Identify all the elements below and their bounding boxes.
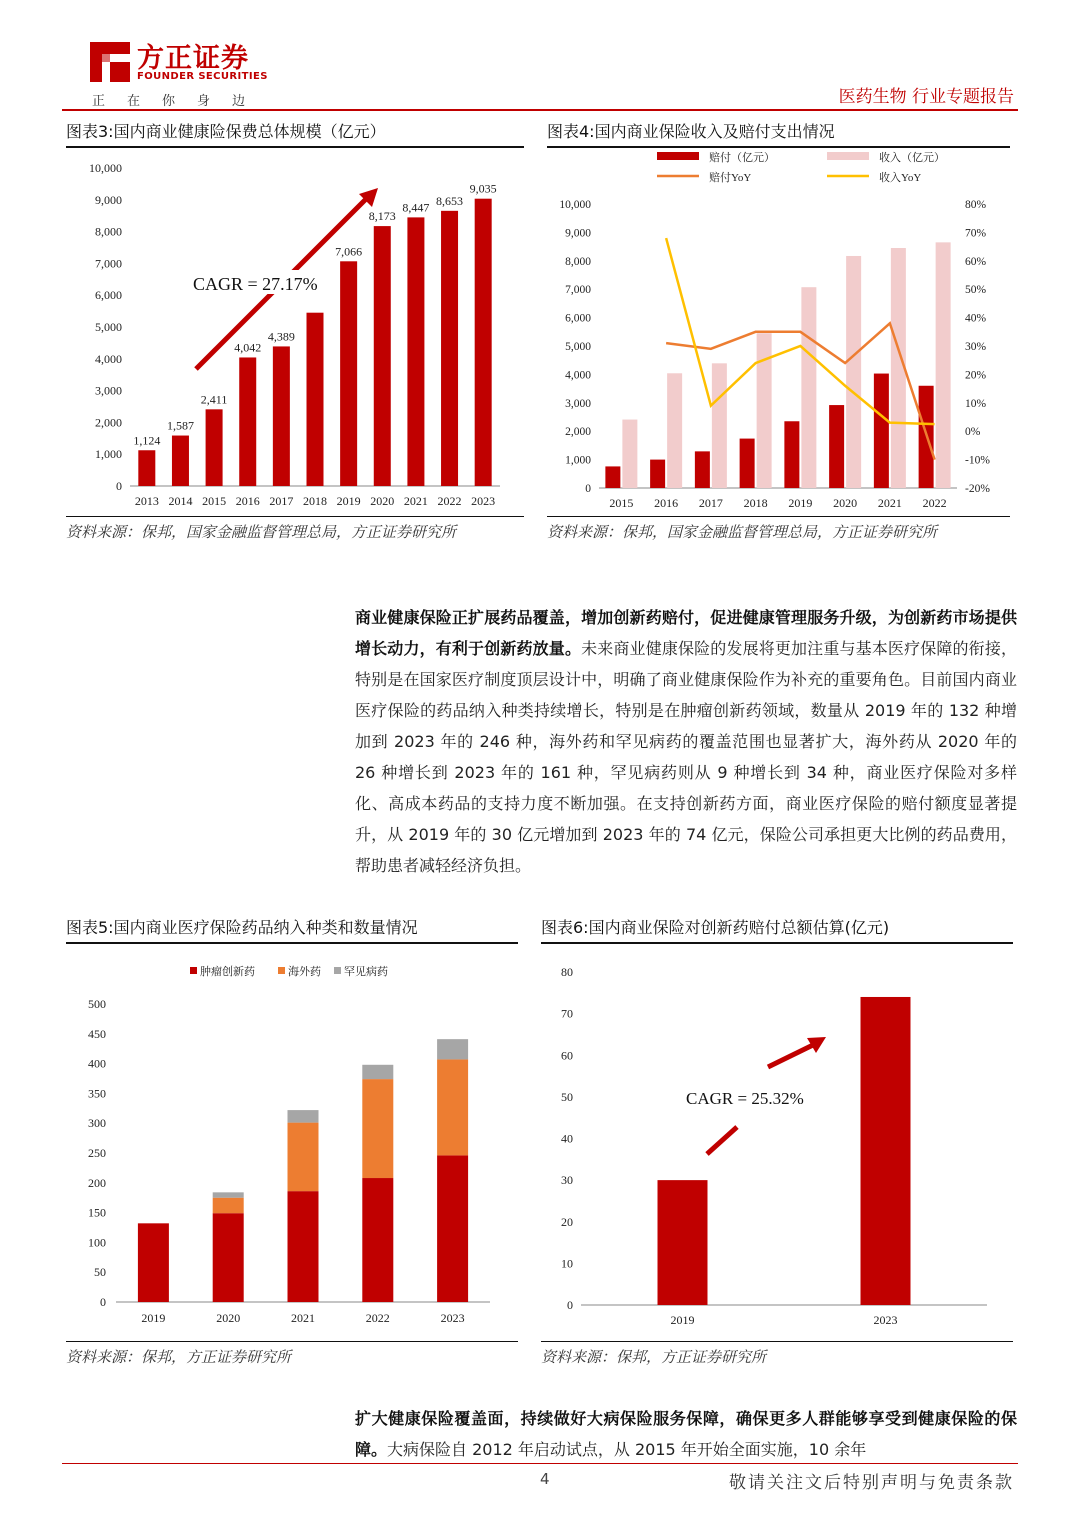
payout-bar bbox=[829, 405, 844, 488]
y-tick-label: 500 bbox=[88, 997, 106, 1011]
figure6-title: 图表6:国内商业保险对创新药赔付总额估算(亿元) bbox=[541, 918, 890, 937]
y-tick-label: 50 bbox=[94, 1265, 106, 1280]
left-y-tick-label: 7,000 bbox=[565, 284, 591, 297]
bar bbox=[475, 199, 492, 486]
payout-bar bbox=[740, 439, 755, 488]
figure5-source: 资料来源：保邦，方正证券研究所 bbox=[66, 1348, 292, 1366]
legend-swatch bbox=[190, 967, 197, 974]
income-bar bbox=[622, 420, 637, 488]
right-y-tick-label: 50% bbox=[965, 284, 987, 297]
y-tick-label: 100 bbox=[88, 1235, 106, 1250]
x-tick-label: 2016 bbox=[235, 494, 260, 508]
bar-data-label: 4,389 bbox=[267, 329, 295, 344]
stacked-bar-segment bbox=[437, 1059, 468, 1155]
income-bar bbox=[936, 242, 951, 488]
y-tick-label: 150 bbox=[88, 1205, 106, 1220]
right-y-tick-label: 20% bbox=[965, 369, 987, 382]
y-tick-label: 450 bbox=[88, 1026, 106, 1041]
x-tick-label: 2020 bbox=[216, 1311, 241, 1325]
stacked-bar-segment bbox=[138, 1223, 169, 1302]
figure5-title: 图表5:国内商业医疗保险药品纳入种类和数量情况 bbox=[66, 918, 418, 937]
y-tick-label: 0 bbox=[116, 479, 122, 493]
y-tick-label: 10,000 bbox=[89, 161, 122, 175]
x-tick-label: 2022 bbox=[437, 494, 462, 508]
y-tick-label: 9,000 bbox=[95, 192, 122, 207]
figure3-source: 资料来源：保邦，国家金融监督管理总局，方正证券研究所 bbox=[66, 523, 457, 541]
left-y-tick-label: 5,000 bbox=[565, 341, 591, 353]
stacked-bar-segment bbox=[213, 1198, 244, 1213]
legend-swatch bbox=[827, 152, 869, 160]
paragraph2-lead: 扩大健康保险覆盖面，持续做好大病保险服务保障，确保更多人群能够享受到健康保险的保障。 bbox=[355, 1409, 1017, 1459]
bar-data-label: 1,587 bbox=[166, 418, 194, 433]
payout-bar bbox=[605, 466, 620, 488]
x-tick-label: 2017 bbox=[698, 496, 723, 510]
x-tick-label: 2017 bbox=[269, 494, 294, 508]
x-tick-label: 2019 bbox=[788, 496, 813, 510]
y-tick-label: 4,000 bbox=[95, 351, 122, 366]
bar bbox=[374, 226, 391, 486]
y-tick-label: 70 bbox=[561, 1006, 573, 1021]
disclaimer-link[interactable]: 敬请关注文后特别声明与免责条款 bbox=[729, 1473, 1014, 1493]
figure5-title-rule bbox=[66, 942, 518, 944]
y-tick-label: 6,000 bbox=[95, 288, 122, 303]
left-y-tick-label: 6,000 bbox=[565, 312, 591, 325]
x-tick-label: 2023 bbox=[873, 1313, 898, 1327]
y-tick-label: 2,000 bbox=[95, 415, 122, 430]
payout-bar bbox=[695, 451, 710, 488]
bar bbox=[658, 1180, 708, 1305]
x-tick-label: 2021 bbox=[403, 494, 428, 508]
income-bar bbox=[757, 333, 772, 488]
right-y-tick-label: -10% bbox=[965, 454, 990, 467]
stacked-bar-segment bbox=[288, 1110, 319, 1123]
right-y-tick-label: 80% bbox=[965, 199, 987, 211]
x-tick-label: 2021 bbox=[877, 496, 902, 510]
figure3-bottom-rule bbox=[66, 516, 524, 517]
stacked-bar-segment bbox=[362, 1065, 393, 1079]
x-tick-label: 2018 bbox=[303, 494, 327, 508]
income-bar bbox=[667, 373, 682, 488]
legend-swatch bbox=[334, 967, 341, 974]
figure3-title-rule bbox=[66, 146, 524, 148]
legend-swatch bbox=[657, 152, 699, 160]
y-tick-label: 50 bbox=[561, 1089, 573, 1104]
page-header bbox=[0, 0, 1080, 112]
x-tick-label: 2014 bbox=[168, 494, 193, 508]
y-tick-label: 5,000 bbox=[95, 320, 122, 334]
x-tick-label: 2018 bbox=[743, 496, 768, 510]
figure4-title-rule bbox=[547, 146, 1010, 148]
bar bbox=[307, 313, 324, 486]
figure5-bottom-rule bbox=[66, 1341, 518, 1342]
legend-label: 罕见病药 bbox=[344, 966, 388, 978]
bar-data-label: 1,124 bbox=[133, 433, 161, 448]
x-tick-label: 2022 bbox=[922, 496, 947, 510]
y-tick-label: 0 bbox=[567, 1298, 573, 1312]
legend-label: 海外药 bbox=[288, 966, 321, 978]
x-tick-label: 2019 bbox=[141, 1311, 166, 1325]
cagr-arrow-line bbox=[768, 1045, 813, 1067]
cagr-arrow-line bbox=[707, 1127, 737, 1154]
y-tick-label: 350 bbox=[88, 1086, 106, 1101]
legend-swatch bbox=[278, 967, 285, 974]
left-y-tick-label: 10,000 bbox=[559, 199, 591, 211]
bar bbox=[861, 997, 911, 1305]
y-tick-label: 300 bbox=[88, 1116, 106, 1131]
y-tick-label: 250 bbox=[88, 1146, 106, 1160]
y-tick-label: 10 bbox=[561, 1256, 573, 1271]
page-number: 4 bbox=[540, 1470, 550, 1488]
x-tick-label: 2015 bbox=[202, 494, 227, 508]
right-y-tick-label: 40% bbox=[965, 312, 987, 325]
left-y-tick-label: 9,000 bbox=[565, 227, 591, 240]
paragraph1-lead: 商业健康保险正扩展药品覆盖，增加创新药赔付，促进健康管理服务升级，为创新药市场提供增长动力，有利于创新药放量。 bbox=[355, 608, 1017, 658]
figure6-chart bbox=[541, 950, 1013, 1340]
right-y-tick-label: 10% bbox=[965, 397, 987, 410]
y-tick-label: 60 bbox=[561, 1048, 573, 1063]
stacked-bar-segment bbox=[288, 1123, 319, 1192]
figure6-source: 资料来源：保邦，方正证券研究所 bbox=[541, 1348, 767, 1366]
body-paragraph-2 bbox=[355, 1403, 1017, 1465]
paragraph1-text: 未来商业健康保险的发展将更加注重与基本医疗保障的衔接，特别是在国家医疗制度顶层设计中，明确了商业健康保险作为补充的重要角色。目前国内商业医疗保险的药品纳入种类持续增长，特别是在肿瘤创新药领域，数量从 2019 年的 132 种增加到 2023 年的 246 种，海外药和罕见病药的覆盖范围也显著扩大，海外药从 2020 年的 26 种增长到 2023 年的 161 种，罕见病药则从 9 种增长到 34 种，商业医疗保险对多样化、高成本药品的支持力度不断加强。在支持创新药方面，商业医疗保险的赔付额度显著提升，从 2019 年的 30 亿元增加到 2023 年的 74 亿元，保险公司承担更大比例的药品费用，帮助患者减轻经济负担。 bbox=[355, 639, 1017, 875]
bar-data-label: 7,066 bbox=[335, 244, 363, 259]
logo-slogan: 正在你身边 bbox=[92, 94, 268, 109]
right-y-tick-label: 60% bbox=[965, 255, 987, 268]
left-y-tick-label: 0 bbox=[585, 483, 591, 495]
left-y-tick-label: 2,000 bbox=[565, 426, 591, 439]
y-tick-label: 30 bbox=[561, 1173, 573, 1188]
figure3-title: 图表3:国内商业健康险保费总体规模（亿元） bbox=[66, 122, 386, 141]
figure5-chart bbox=[66, 950, 518, 1340]
logo-chinese-name: 方正证券 bbox=[137, 43, 249, 74]
legend-label: 肿瘤创新药 bbox=[200, 966, 255, 978]
y-tick-label: 200 bbox=[88, 1175, 106, 1190]
x-tick-label: 2023 bbox=[440, 1311, 465, 1325]
x-tick-label: 2019 bbox=[670, 1313, 695, 1327]
figure4-bottom-rule bbox=[547, 516, 1010, 517]
footer-divider bbox=[62, 1463, 1018, 1464]
header-divider bbox=[62, 109, 1018, 111]
bar bbox=[407, 217, 424, 486]
y-tick-label: 3,000 bbox=[95, 383, 122, 398]
right-y-tick-label: -20% bbox=[965, 483, 990, 495]
legend-label: 赔付YoY bbox=[709, 172, 752, 184]
bar bbox=[206, 409, 223, 486]
bar-data-label: 9,035 bbox=[469, 181, 497, 196]
y-tick-label: 0 bbox=[100, 1295, 106, 1309]
left-y-tick-label: 3,000 bbox=[565, 397, 591, 410]
y-tick-label: 20 bbox=[561, 1214, 573, 1229]
figure4-source: 资料来源：保邦，国家金融监督管理总局，方正证券研究所 bbox=[547, 523, 938, 541]
y-tick-label: 40 bbox=[561, 1131, 573, 1146]
figure4-title: 图表4:国内商业保险收入及赔付支出情况 bbox=[547, 122, 835, 141]
bar bbox=[138, 450, 155, 486]
income-bar bbox=[801, 287, 816, 488]
x-tick-label: 2013 bbox=[134, 494, 159, 508]
stacked-bar-segment bbox=[213, 1192, 244, 1197]
left-y-tick-label: 4,000 bbox=[565, 369, 591, 382]
y-tick-label: 7,000 bbox=[95, 256, 122, 271]
x-tick-label: 2016 bbox=[654, 496, 679, 510]
bar bbox=[273, 346, 290, 486]
body-paragraph-1 bbox=[355, 602, 1017, 881]
y-tick-label: 80 bbox=[561, 965, 573, 979]
left-y-tick-label: 8,000 bbox=[565, 255, 591, 268]
bar bbox=[441, 211, 458, 486]
stacked-bar-segment bbox=[437, 1039, 468, 1059]
x-tick-label: 2015 bbox=[609, 496, 634, 510]
left-y-tick-label: 1,000 bbox=[565, 454, 591, 467]
stacked-bar-segment bbox=[437, 1155, 468, 1302]
income-bar bbox=[846, 256, 861, 488]
stacked-bar-segment bbox=[213, 1213, 244, 1302]
right-y-tick-label: 30% bbox=[965, 341, 987, 353]
bar bbox=[239, 357, 256, 486]
figure6-bottom-rule bbox=[541, 1341, 1013, 1342]
bar-data-label: 2,411 bbox=[200, 392, 228, 407]
x-tick-label: 2023 bbox=[471, 494, 496, 508]
logo-english-name: FOUNDER SECURITIES bbox=[137, 71, 268, 82]
bar-data-label: 8,447 bbox=[402, 200, 430, 215]
bar bbox=[172, 436, 189, 486]
stacked-bar-segment bbox=[362, 1079, 393, 1178]
figure3-chart bbox=[66, 152, 524, 516]
payout-bar bbox=[874, 374, 889, 488]
y-tick-label: 400 bbox=[88, 1056, 106, 1071]
legend-label: 收入YoY bbox=[879, 172, 922, 184]
x-tick-label: 2020 bbox=[833, 496, 858, 510]
stacked-bar-segment bbox=[362, 1178, 393, 1302]
report-type: 医药生物 行业专题报告 bbox=[838, 87, 1014, 107]
figure6-title-rule bbox=[541, 942, 1013, 944]
figure4-chart bbox=[547, 150, 1010, 516]
cagr-annotation: CAGR = 25.32% bbox=[686, 1089, 804, 1108]
bar-data-label: 8,653 bbox=[436, 193, 464, 208]
legend-label: 赔付（亿元） bbox=[709, 152, 775, 164]
x-tick-label: 2020 bbox=[370, 494, 395, 508]
bar bbox=[340, 261, 357, 486]
bar-data-label: 4,042 bbox=[234, 340, 262, 355]
payout-bar bbox=[784, 421, 799, 488]
cagr-annotation: CAGR = 27.17% bbox=[193, 274, 318, 294]
bar-data-label: 8,173 bbox=[368, 209, 396, 224]
founder-logo-icon bbox=[88, 40, 132, 84]
payout-bar bbox=[650, 460, 665, 488]
x-tick-label: 2021 bbox=[291, 1311, 315, 1325]
right-y-tick-label: 0% bbox=[965, 426, 981, 439]
y-tick-label: 8,000 bbox=[95, 224, 122, 239]
paragraph2-text: 大病保险自 2012 年启动试点，从 2015 年开始全面实施，10 余年 bbox=[387, 1440, 867, 1459]
legend-label: 收入（亿元） bbox=[879, 152, 945, 164]
x-tick-label: 2022 bbox=[365, 1311, 390, 1325]
x-tick-label: 2019 bbox=[336, 494, 361, 508]
right-y-tick-label: 70% bbox=[965, 227, 987, 240]
y-tick-label: 1,000 bbox=[95, 447, 122, 462]
stacked-bar-segment bbox=[288, 1191, 319, 1302]
income-bar bbox=[712, 363, 727, 488]
